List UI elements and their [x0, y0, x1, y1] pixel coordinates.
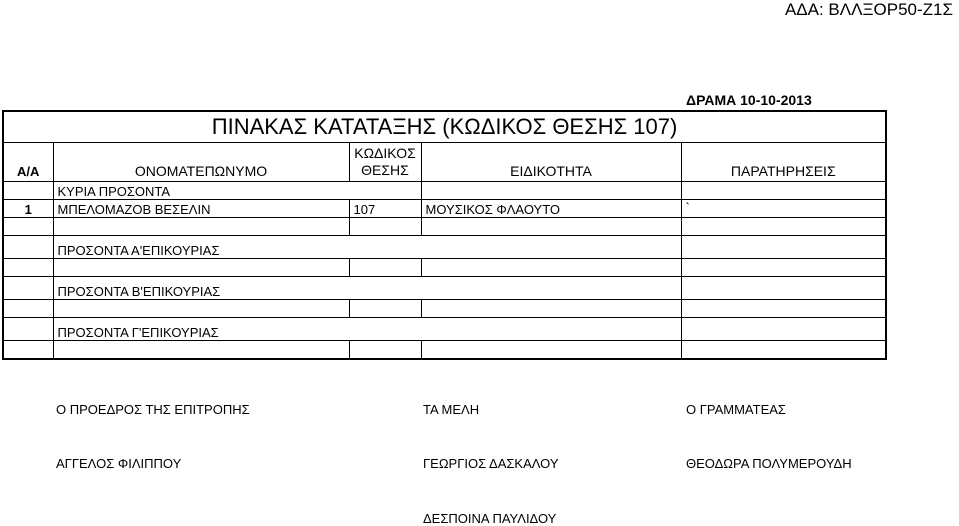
ada-code: ΑΔΑ: ΒΛΛΞΟΡ50-Ζ1Σ [784, 0, 953, 19]
table-title: ΠΙΝΑΚΑΣ ΚΑΤΑΤΑΞΗΣ (ΚΩΔΙΚΟΣ ΘΕΣΗΣ 107) [3, 111, 886, 143]
member1-name: ΓΕΩΡΓΙΟΣ ΔΑΣΚΑΛΟΥ [423, 456, 559, 471]
header-code-line2: ΘΕΣΗΣ [361, 162, 409, 178]
header-code-line1: ΚΩΔΙΚΟΣ [354, 145, 416, 161]
title-row [3, 111, 886, 143]
section-b-label: ΠΡΟΣΟΝΤΑ Β'ΕΠΙΚΟΥΡΙΑΣ [53, 277, 681, 300]
members-title: ΤΑ ΜΕΛΗ [423, 402, 480, 417]
president-name: ΑΓΓΕΛΟΣ ΦΙΛΙΠΠΟΥ [56, 456, 182, 471]
secretary-name: ΘΕΟΔΩΡΑ ΠΟΛΥΜΕΡΟΥΔΗ [686, 456, 852, 471]
empty-row [3, 341, 886, 360]
header-row [3, 143, 886, 182]
header-aa: Α/Α [3, 143, 53, 182]
table-row [3, 200, 886, 218]
section-main-row [3, 182, 886, 200]
row-code: 107 [349, 200, 421, 218]
ranking-table [2, 110, 887, 360]
document-date: ΔΡΑΜΑ 10-10-2013 [686, 92, 812, 108]
section-main-label: ΚΥΡΙΑ ΠΡΟΣΟΝΤΑ [53, 182, 421, 200]
empty-row [3, 300, 886, 318]
empty-row [3, 218, 886, 236]
empty-row [3, 259, 886, 277]
row-notes: ` [681, 200, 886, 218]
section-a-label: ΠΡΟΣΟΝΤΑ Α'ΕΠΙΚΟΥΡΙΑΣ [53, 236, 681, 259]
president-title: Ο ΠΡΟΕΔΡΟΣ ΤΗΣ ΕΠΙΤΡΟΠΗΣ [56, 402, 250, 417]
row-name: ΜΠΕΛΟΜΑΖΟΒ ΒΕΣΕΛΙΝ [53, 200, 349, 218]
section-a-row [3, 236, 886, 259]
section-c-row [3, 318, 886, 341]
secretary-title: Ο ΓΡΑΜΜΑΤΕΑΣ [686, 402, 786, 417]
header-name: ΟΝΟΜΑΤΕΠΩΝΥΜΟ [53, 143, 349, 182]
header-notes: ΠΑΡΑΤΗΡΗΣΕΙΣ [681, 143, 886, 182]
row-specialty: ΜΟΥΣΙΚΟΣ ΦΛΑΟΥΤΟ [421, 200, 681, 218]
row-aa: 1 [3, 200, 53, 218]
section-c-label: ΠΡΟΣΟΝΤΑ Γ'ΕΠΙΚΟΥΡΙΑΣ [53, 318, 681, 341]
header-specialty: ΕΙΔΙΚΟΤΗΤΑ [421, 143, 681, 182]
header-code [349, 143, 421, 182]
section-b-row [3, 277, 886, 300]
member2-name: ΔΕΣΠΟΙΝΑ ΠΑΥΛΙΔΟΥ [423, 511, 557, 526]
